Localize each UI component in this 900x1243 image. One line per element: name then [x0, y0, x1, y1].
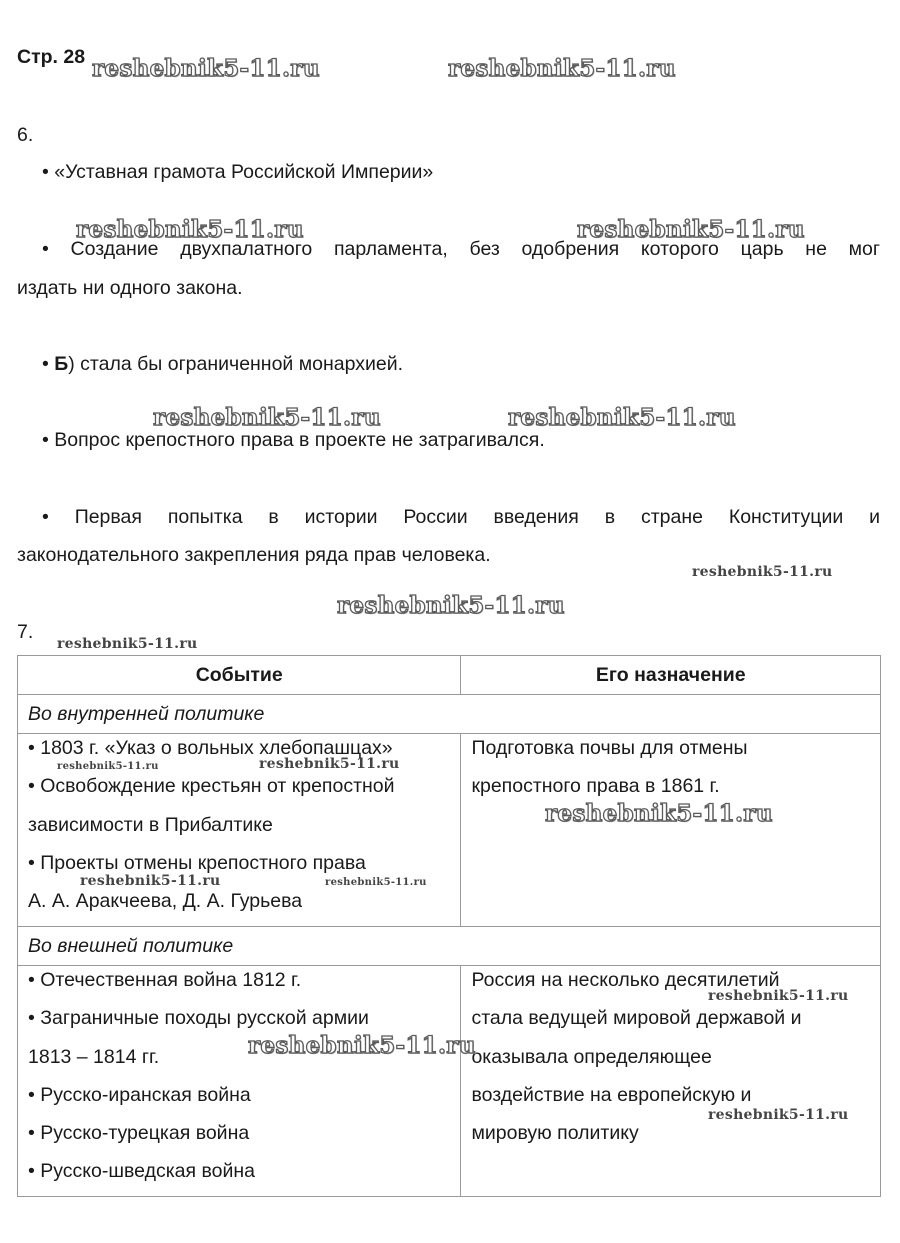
purpose-line: стала ведущей мировой державой и: [471, 1007, 802, 1029]
event-item: • Заграничные походы русской армии: [28, 1007, 369, 1029]
task7-number: 7.: [17, 621, 34, 643]
purpose-line: крепостного права в 1861 г.: [471, 775, 720, 797]
watermark: reshebnik5-11.ru: [57, 636, 198, 652]
watermark: reshebnik5-11.ru: [448, 55, 676, 82]
task6-item-5-line-2: законодательного закрепления ряда прав человека.: [17, 544, 491, 566]
event-item: 1813 – 1814 гг.: [28, 1046, 160, 1068]
event-item: А. А. Аракчеева, Д. А. Гурьева: [28, 890, 303, 912]
table-header-row: [18, 656, 881, 695]
task6-item-3: • Б) стала бы ограниченной монархией.: [42, 353, 404, 375]
purpose-line: Россия на несколько десятилетий: [471, 969, 780, 991]
event-item: • Русско-шведская война: [28, 1160, 255, 1182]
event-item: • Отечественная война 1812 г.: [28, 969, 302, 991]
section-row-external: [18, 927, 881, 966]
event-item: • 1803 г. «Указ о вольных хлебопашцах»: [28, 737, 393, 759]
section-title-internal: Во внутренней политике: [18, 695, 881, 734]
task6-item-5-line-1: • Первая попытка в истории России введения в стране Конституции и: [42, 506, 880, 528]
watermark: reshebnik5-11.ru: [337, 592, 565, 619]
section-row-internal: [18, 695, 881, 734]
purpose-line: оказывала определяющее: [471, 1046, 712, 1068]
task6-number: 6.: [17, 124, 34, 146]
watermark: reshebnik5-11.ru: [325, 877, 427, 888]
purpose-line: Подготовка почвы для отмены: [471, 737, 748, 759]
event-item: • Русско-иранская война: [28, 1084, 251, 1106]
header-purpose: Его назначение: [461, 656, 881, 695]
purpose-line: мировую политику: [471, 1122, 639, 1144]
watermark: reshebnik5-11.ru: [708, 988, 849, 1004]
watermark: reshebnik5-11.ru: [259, 756, 400, 772]
task6-item-2-line-2: издать ни одного закона.: [17, 277, 243, 299]
purpose-cell-internal: [461, 734, 881, 927]
event-item: зависимости в Прибалтике: [28, 814, 273, 836]
watermark: reshebnik5-11.ru: [153, 404, 381, 431]
purpose-line: воздействие на европейскую и: [471, 1084, 752, 1106]
task6-item-1: • «Уставная грамота Российской Империи»: [42, 161, 434, 183]
event-item: • Русско-турецкая война: [28, 1122, 250, 1144]
watermark: reshebnik5-11.ru: [76, 216, 304, 243]
watermark: reshebnik5-11.ru: [92, 55, 320, 82]
section-title-external: Во внешней политике: [18, 927, 881, 966]
answer-letter: Б: [54, 353, 69, 375]
page-label: Стр. 28: [17, 46, 86, 68]
task6-item-4: • Вопрос крепостного права в проекте не затрагивался.: [42, 429, 545, 451]
watermark: reshebnik5-11.ru: [508, 404, 736, 431]
watermark: reshebnik5-11.ru: [57, 761, 159, 772]
watermark: reshebnik5-11.ru: [248, 1032, 476, 1059]
watermark: reshebnik5-11.ru: [80, 873, 221, 889]
watermark: reshebnik5-11.ru: [692, 564, 833, 580]
event-item: • Проекты отмены крепостного права: [28, 852, 366, 874]
watermark: reshebnik5-11.ru: [545, 800, 773, 827]
events-cell-external: [18, 966, 461, 1197]
event-item: • Освобождение крестьян от крепостной: [28, 775, 395, 797]
header-event: Событие: [18, 656, 461, 695]
watermark: reshebnik5-11.ru: [708, 1107, 849, 1123]
task6-item-2-line-1: • Создание двухпалатного парламента, без одобрения которого царь не мог: [42, 238, 880, 260]
watermark: reshebnik5-11.ru: [577, 216, 805, 243]
